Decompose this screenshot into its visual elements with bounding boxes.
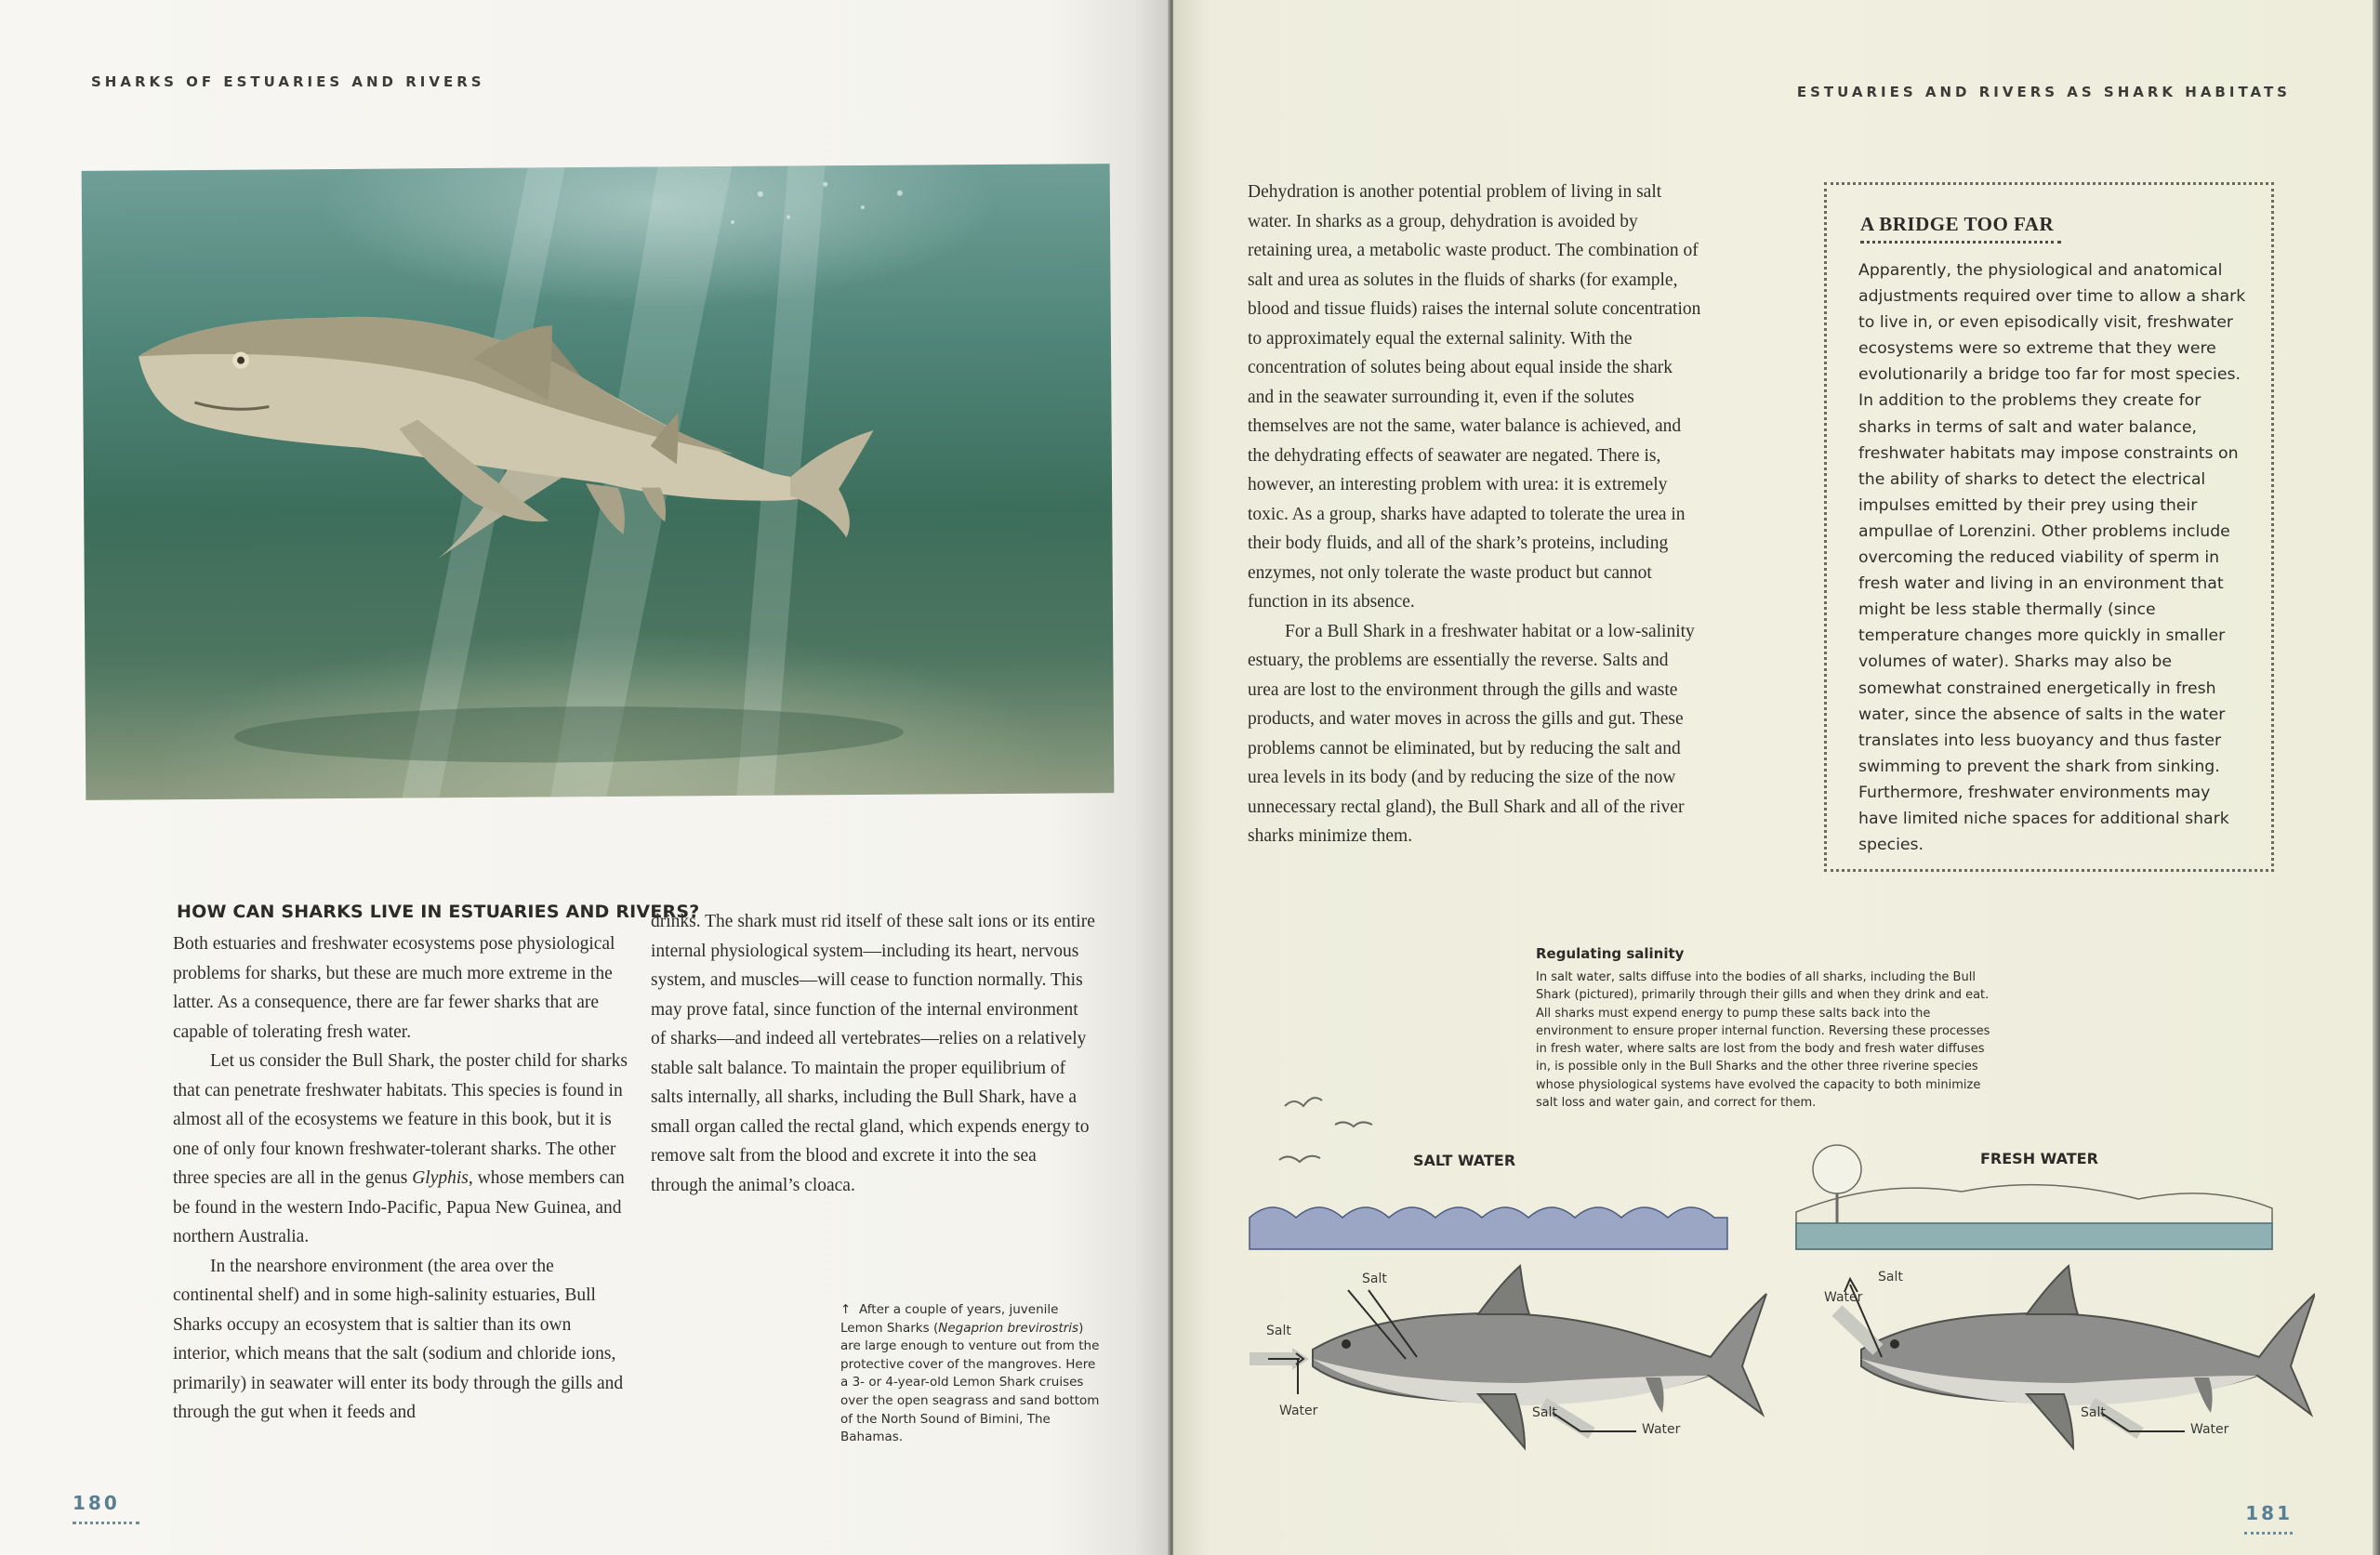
label-water: Water <box>1824 1290 1863 1305</box>
right-page <box>1173 0 2373 1555</box>
caption-text: ) are large enough to venture out from the protective cover of the mangroves. Here a 3- or 4-year-old Lemon Shark cruises over the open seagrass and sand bottom of the North Sound of Bimini, The Bahamas. <box>840 1320 1100 1445</box>
fresh-water-surface <box>1796 1223 2272 1249</box>
page-edge <box>2373 0 2380 1555</box>
paragraph: In the nearshore environment (the area over the continental shelf) and in some high-salinity estuaries, Bull Sharks occupy an ecosystem that is saltier than its own interior, which means that the salt (sodium and chloride ions, primarily) in seawater will enter its body through the gills and through the gut when it feeds and <box>173 1256 624 1422</box>
label-water: Water <box>2190 1422 2229 1437</box>
fresh-water-heading: FRESH WATER <box>1980 1150 2098 1167</box>
diagram-caption: In salt water, salts diffuse into the bodies of all sharks, including the Bull Shark (pictured), primarily through their gills and when they drink and eat. All sharks must expend energy to pump these salts back into the environment to ensure proper internal function. Reversing these processes in fresh water, where salts are lost from the body and fresh water diffuses in, is possible only in the Bull Sharks and the other three riverine species whose physiological systems have evolved the capacity to both minimize salt loss and water gain, and correct for them. <box>1536 970 1990 1111</box>
label-water: Water <box>1279 1403 1318 1418</box>
birds-icon <box>1279 1098 1372 1162</box>
genus-name: Glyphis <box>412 1168 469 1188</box>
page-number-right: 181 <box>2245 1502 2293 1524</box>
folio-underline <box>73 1522 139 1524</box>
sidebar-title-underline <box>1860 241 2061 244</box>
text-run: Let us consider the Bull Shark, the poster child for sharks that can penetrate freshwater habitats. This species is found in almost all of the ecosystems we feature in this book, but it is one of only four known freshwater-tolerant sharks. The other three species are all in the genus <box>173 1051 628 1188</box>
label-salt: Salt <box>2081 1405 2106 1420</box>
label-salt: Salt <box>1362 1272 1387 1286</box>
caption-text: After a couple of years, juvenile Lemon Sharks ( <box>840 1302 1059 1336</box>
paragraph: For a Bull Shark in a freshwater habitat or a low-salinity estuary, the problems are essentially the reverse. Salts and urea are lost to the environment through the gills and waste products, and water moves in across the gills and gut. These problems cannot be eliminated, but by reducing the salt and urea levels in its body (and by reducing the size of the now unnecessary rectal gland), the Bull Shark and all of the river sharks minimize them. <box>1248 621 1695 846</box>
sidebar-box <box>1824 182 2274 872</box>
left-column-2 <box>651 907 1097 1200</box>
species-name: Negaprion brevirostris <box>938 1320 1079 1336</box>
diagram-title: Regulating salinity <box>1536 945 1685 962</box>
shark-salt-water-icon <box>1313 1266 1766 1448</box>
salinity-diagram <box>1246 1087 2315 1459</box>
lemon-shark-illustration <box>82 164 1115 800</box>
left-page <box>0 0 1170 1555</box>
sidebar-title: A BRIDGE TOO FAR <box>1860 213 2055 235</box>
running-head-right: ESTUARIES AND RIVERS AS SHARK HABITATS <box>1796 84 2291 100</box>
shark-fresh-water-icon <box>1861 1266 2315 1448</box>
lemon-shark-photo <box>82 164 1115 800</box>
paragraph <box>173 1047 628 1252</box>
running-head-left: SHARKS OF ESTUARIES AND RIVERS <box>91 73 485 90</box>
label-water: Water <box>1642 1422 1681 1437</box>
folio-underline <box>2244 1532 2293 1535</box>
left-column-1 <box>173 929 628 1428</box>
paragraph: Both estuaries and freshwater ecosystems pose physiological problems for sharks, but these are much more extreme in the latter. As a consequence, there are far fewer sharks that are capable of tolerating fresh water. <box>173 934 615 1042</box>
label-salt: Salt <box>1532 1405 1557 1420</box>
label-salt: Salt <box>1878 1270 1903 1285</box>
photo-caption <box>840 1301 1101 1447</box>
label-salt: Salt <box>1266 1324 1291 1338</box>
salt-water-heading: SALT WATER <box>1413 1152 1516 1169</box>
right-body-text <box>1248 178 1703 851</box>
paragraph: Dehydration is another potential problem of living in salt water. In sharks as a group, dehydration is avoided by retaining urea, a metabolic waste product. The combination of salt and urea as solutes in the fluids of sharks (for example, blood and tissue fluids) raises the internal solute concentration to approximately equal the external salinity. With the concentration of solutes being about equal inside the shark and in the seawater surrounding it, even if the solutes themselves are not the same, water balance is achieved, and the dehydrating effects of seawater are negated. There is, however, an interesting problem with urea: it is extremely toxic. As a group, sharks have adapted to tolerate the urea in their body fluids, and all of the shark’s proteins, including enzymes, not only tolerate the waste product but cannot function in its absence. <box>1248 182 1701 612</box>
sidebar-text: Apparently, the physiological and anatomical adjustments required over time to allow a shark to live in, or even episodically visit, freshwater ecosystems were so extreme that they were evolutionarily a bridge too far for most species. In addition to the problems they create for sharks in terms of salt and water balance, freshwater habitats may impose constraints on the ability of sharks to detect the electrical impulses emitted by their prey using their ampullae of Lorenzini. Other problems include overcoming the reduced viability of sperm in fresh water and living in an environment that might be less stable thermally (since temperature changes more quickly in smaller volumes of water). Sharks may also be somewhat constrained energetically in fresh water, since the absence of salts in the water translates into less buoyancy and thus faster swimming to prevent the shark from sinking. Furthermore, freshwater environments may have limited niche spaces for additional shark species. <box>1858 261 2246 855</box>
up-arrow-icon: ↑ <box>840 1302 852 1317</box>
text-run: , whose members can be found in the western Indo-Pacific, Papua New Guinea, and northern Australia. <box>173 1168 625 1246</box>
salt-water-surface <box>1250 1207 1727 1249</box>
section-heading: HOW CAN SHARKS LIVE IN ESTUARIES AND RIVERS? <box>177 902 700 922</box>
paragraph: drinks. The shark must rid itself of these salt ions or its entire internal physiological system—including its heart, nervous system, and muscles—will cease to function normally. This may prove fatal, since function of the internal environment of sharks—and indeed all vertebrates—relies on a relatively stable salt balance. To maintain the proper equilibrium of salts internally, all sharks, including the Bull Shark, have a small organ called the rectal gland, which expends energy to remove salt from the blood and excrete it into the sea through the animal’s cloaca. <box>651 912 1095 1195</box>
page-number-left: 180 <box>73 1492 120 1514</box>
